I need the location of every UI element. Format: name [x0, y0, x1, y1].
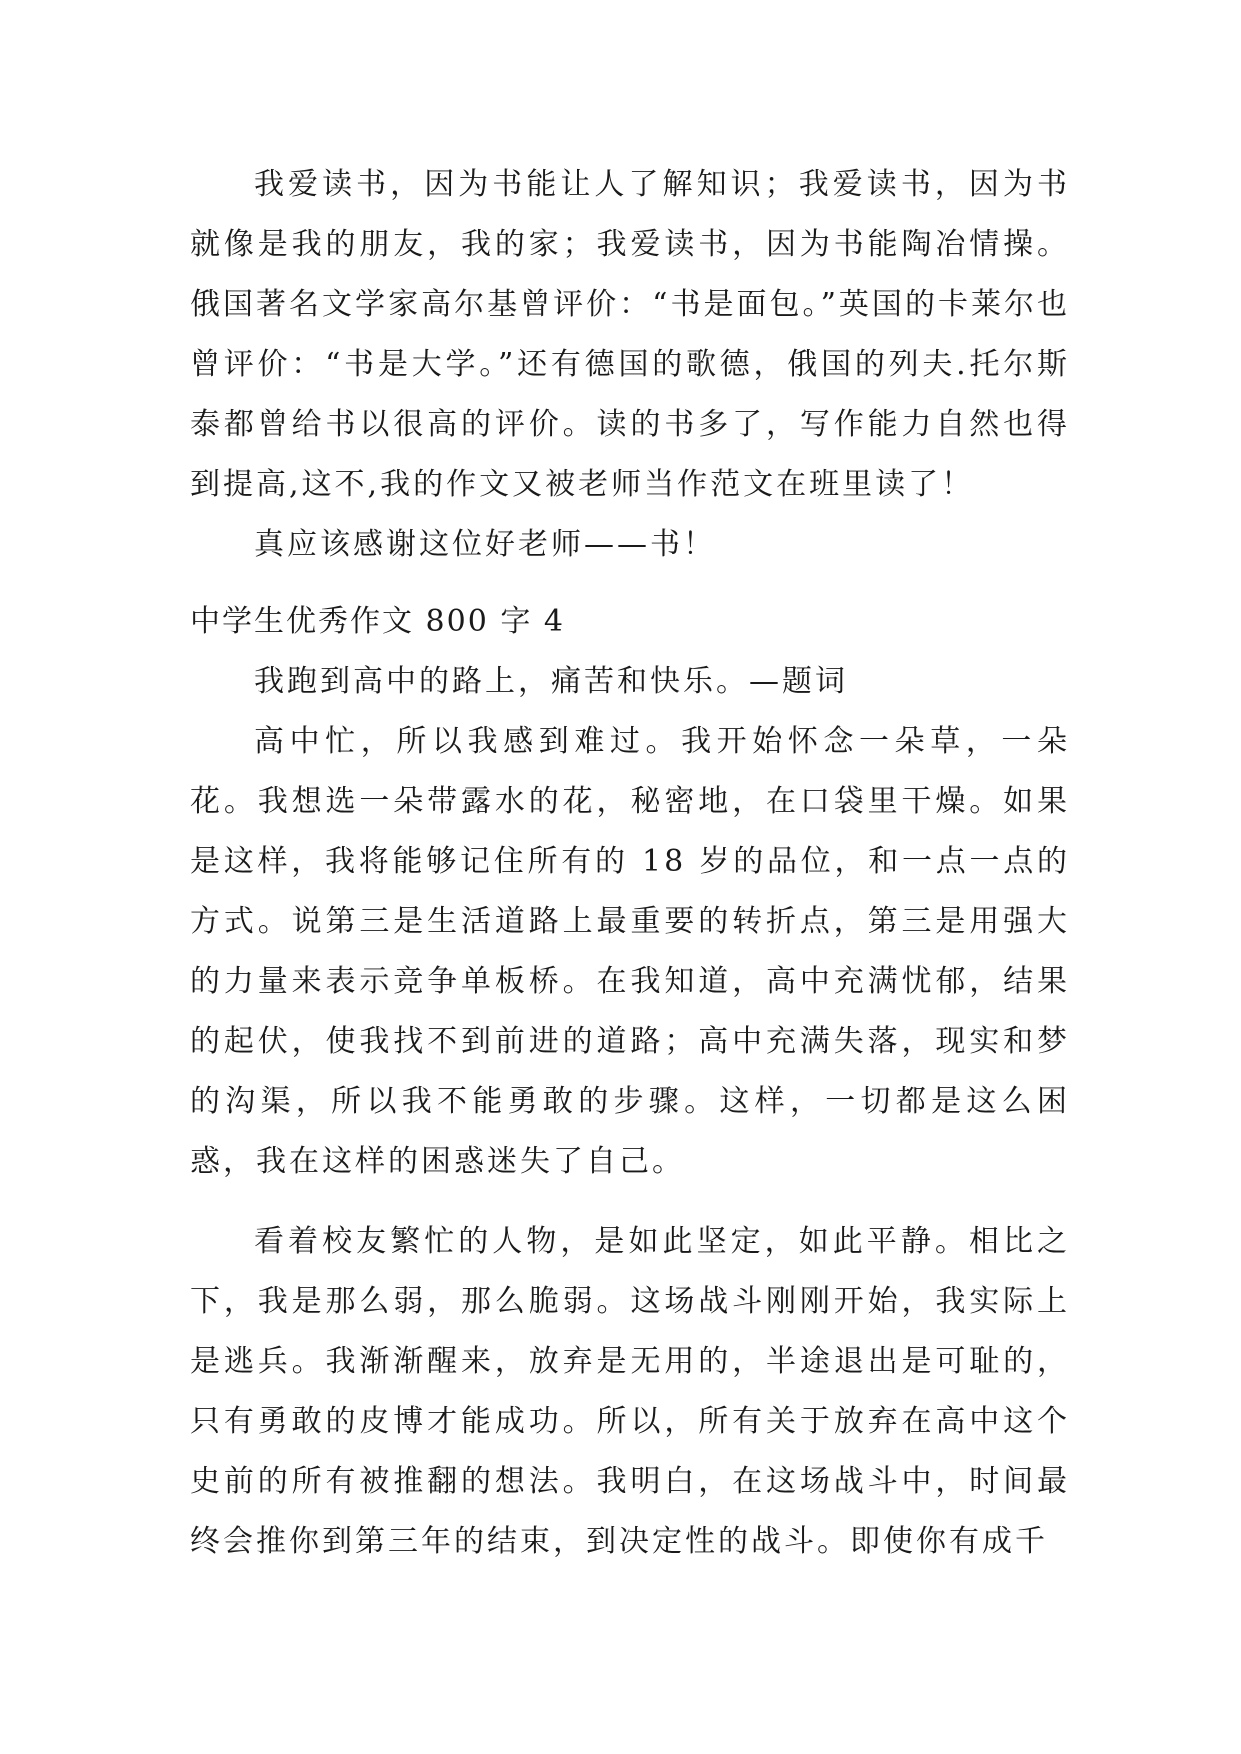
essay-continuation — [190, 155, 1070, 635]
section-heading: 中学生优秀作文 800 字 4 — [190, 604, 565, 639]
essay-section-4 — [190, 592, 1070, 1572]
paragraph-thanks-book: 真应该感谢这位好老师——书！ — [254, 527, 716, 562]
paragraph-love-reading: 我爱读书，因为书能让人了解知识；我爱读书，因为书就像是我的朋友，我的家；我爱读书，因为书能陶冶情操。俄国著名文学家高尔基曾评价：“书是面包。”英国的卡莱尔也曾评价：“书是大学。”还有德国的歌德，俄国的列夫.托尔斯泰都曾给书以很高的评价。读的书多了，写作能力自然也得到提高,这不,我的作文又被老师当作范文在班里读了！ — [190, 167, 1070, 502]
paragraph-high-school-busy: 高中忙，所以我感到难过。我开始怀念一朵草，一朵花。我想选一朵带露水的花，秘密地，在口袋里干燥。如果是这样，我将能够记住所有的 18 岁的品位，和一点一点的方式。说第三是生活道路上最重要的转折点，第三是用强大的力量来表示竞争单板桥。在我知道，高中充满忧郁，结果的起伏，使我找不到前进的道路；高中充满失落，现实和梦的沟渠，所以我不能勇敢的步骤。这样，一切都是这么困惑，我在这样的困惑迷失了自己。 — [190, 724, 1070, 1179]
paragraph-schoolmates: 看着校友繁忙的人物，是如此坚定，如此平静。相比之下，我是那么弱，那么脆弱。这场战斗刚刚开始，我实际上是逃兵。我渐渐醒来，放弃是无用的，半途退出是可耻的，只有勇敢的皮博才能成功。所以，所有关于放弃在高中这个史前的所有被推翻的想法。我明白，在这场战斗中，时间最终会推你到第三年的结束，到决定性的战斗。即使你有成千 — [190, 1224, 1070, 1559]
paragraph-epigraph: 我跑到高中的路上，痛苦和快乐。—题词 — [254, 664, 848, 699]
